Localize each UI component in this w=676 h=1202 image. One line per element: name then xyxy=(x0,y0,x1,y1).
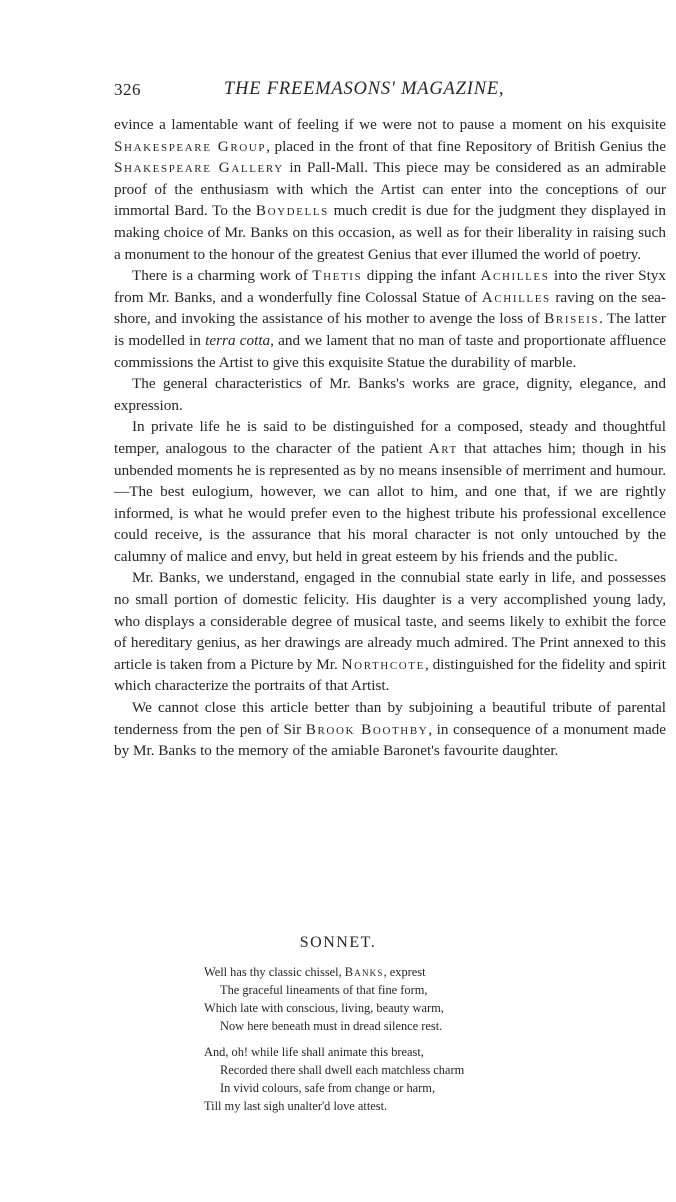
small-caps-term: Shakespeare Group xyxy=(114,137,267,155)
small-caps-term: Art xyxy=(428,439,458,457)
verse-line: Now here beneath must in dread silence rest. xyxy=(220,1019,443,1033)
article-body xyxy=(114,114,666,762)
small-caps-term: Shakespeare Gallery xyxy=(114,159,284,177)
verse-line: The graceful lineaments of that fine form, xyxy=(220,983,428,997)
small-caps-term: Achilles xyxy=(481,288,551,306)
verse-line: And, oh! while life shall animate this breast, xyxy=(204,1045,424,1059)
paragraph-3: The general characteristics of Mr. Banks's works are grace, dignity, elegance, and expression. xyxy=(114,375,666,414)
sonnet-verse xyxy=(204,963,624,1123)
small-caps-term: Thetis xyxy=(312,267,363,285)
verse-line: Which late with conscious, living, beauty warm, xyxy=(204,1001,444,1015)
small-caps-term: Achilles xyxy=(480,267,550,285)
small-caps-term: Briseis xyxy=(544,310,600,328)
paragraph-1: evince a lamentable want of feeling if we were not to pause a moment on his exquisite Shakespeare Group, placed in the front of that fine Repository of British Genius the Shakespeare Gallery in Pall-Mall. This piece may be considered as an admirable proof of the enthusiasm with which the Artist can enter into the conceptions of our immortal Bard. To the Boydells much credit is due for the judgment they displayed in making choice of Mr. Banks on this occasion, as well as for their liberality in raising such a monument to the honour of the greatest Genius that ever illumed the world of poetry. xyxy=(114,116,666,263)
small-caps-term: Northcote xyxy=(341,655,425,673)
verse-line: Well has thy classic chissel, Banks, exprest xyxy=(204,965,426,979)
running-head: THE FREEMASONS' MAGAZINE, xyxy=(224,79,505,99)
paragraph-4: In private life he is said to be distinguished for a composed, steady and thoughtful temper, analogous to the character of the patient Art that attaches him; though in his unbended moments he is represented as by no means insensible of merriment and humour.—The best eulogium, however, we can allot to him, and one that, if we are rightly informed, is what he would prefer even to the highest tribute his professional excellence could receive, is the assurance that his moral character is not only untouched by the calumny of malice and envy, but held in great esteem by his friends and the public. xyxy=(114,418,666,565)
small-caps-term: Brook Boothby xyxy=(305,720,429,738)
verse-line: Till my last sigh unalter'd love attest. xyxy=(204,1099,388,1113)
page-number: 326 xyxy=(114,80,141,99)
paragraph-2: There is a charming work of Thetis dipping the infant Achilles into the river Styx from Mr. Banks, and a wonderfully fine Colossal Statue of Achilles raving on the sea-shore, and invoking the assistance of his mother to avenge the loss of Briseis. The latter is modelled in terra cotta, and we lament that no man of taste and proportionate affluence commissions the Artist to give this exquisite Statue the durability of marble. xyxy=(114,267,666,371)
stanza-2 xyxy=(204,1043,624,1115)
paragraph-6: We cannot close this article better than by subjoining a beautiful tribute of parental tenderness from the pen of Sir Brook Boothby, in consequence of a monument made by Mr. Banks to the memory of the amiable Baronet's favourite daughter. xyxy=(114,699,667,760)
sonnet-title: SONNET. xyxy=(299,934,377,951)
small-caps-term: Boydells xyxy=(255,202,329,220)
italic-term: terra cotta xyxy=(205,331,271,349)
stanza-1 xyxy=(204,963,624,1035)
paragraph-5: Mr. Banks, we understand, engaged in the connubial state early in life, and possesses no small portion of domestic felicity. His daughter is a very accomplished young lady, who displays a considerable degree of musical taste, and seems likely to exhibit the force of hereditary genius, as her drawings are already much admired. The Print annexed to this article is taken from a Picture by Mr. Northcote, distinguished for the fidelity and spirit which characterize the portraits of that Artist. xyxy=(114,569,666,695)
small-caps-term: Banks xyxy=(344,965,384,979)
verse-line: Recorded there shall dwell each matchless charm xyxy=(220,1063,465,1077)
page-header xyxy=(114,80,666,108)
verse-line: In vivid colours, safe from change or harm, xyxy=(220,1081,436,1095)
